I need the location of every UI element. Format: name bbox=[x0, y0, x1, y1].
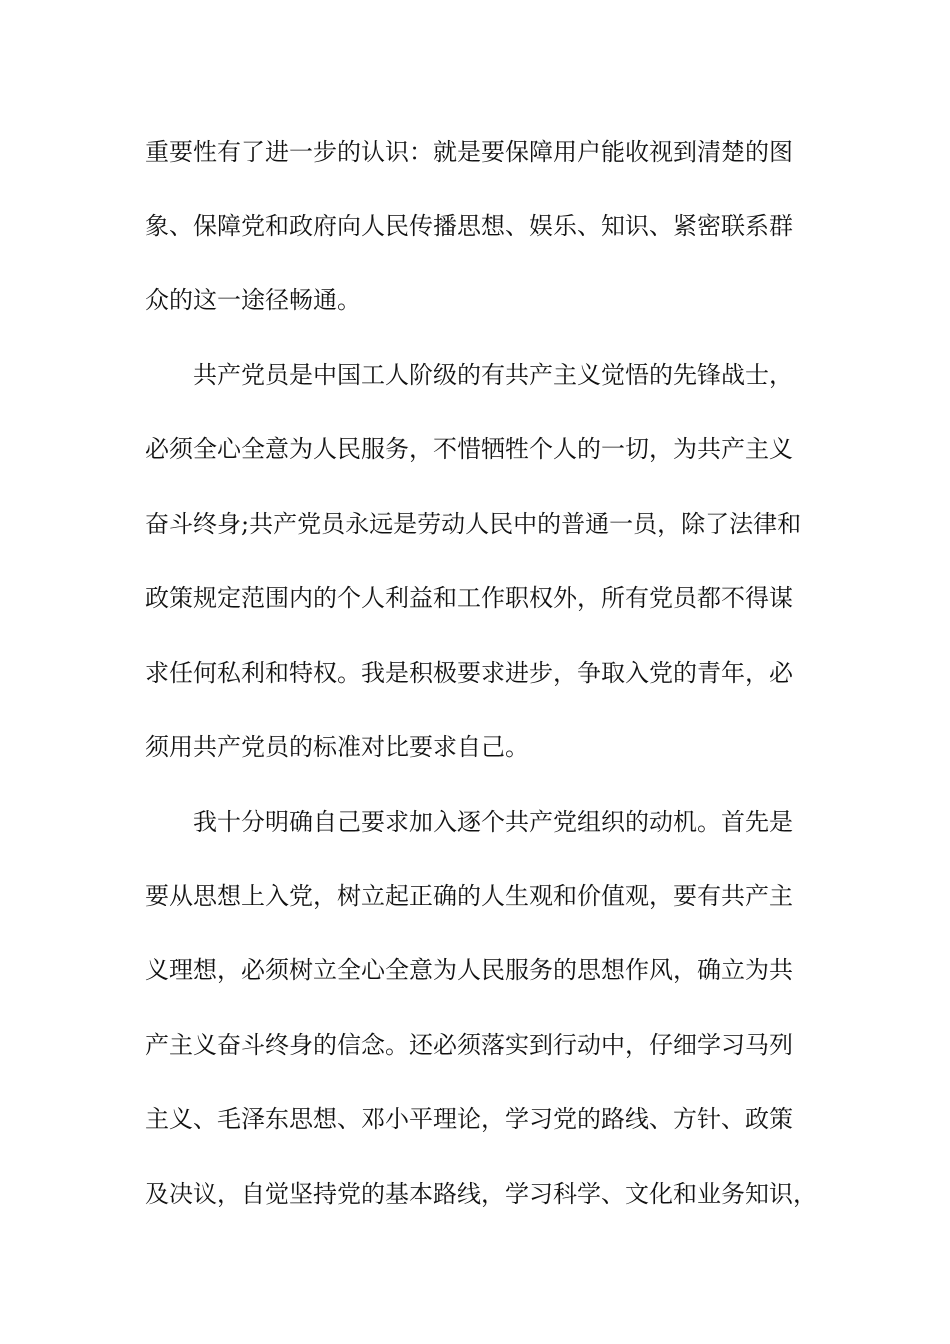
text-line-5: 必须全心全意为人民服务，不惜牺牲个人的一切，为共产主义 bbox=[145, 435, 793, 463]
text-line-1: 重要性有了进一步的认识：就是要保障用户能收视到清楚的图 bbox=[145, 138, 793, 166]
paragraph-2-line-1: 共产党员是中国工人阶级的有共产主义觉悟的先锋战士， bbox=[193, 361, 793, 389]
text-line-13: 产主义奋斗终身的信念。还必须落实到行动中，仔细学习马列 bbox=[145, 1031, 793, 1059]
text-line-7: 政策规定范围内的个人利益和工作职权外，所有党员都不得谋 bbox=[145, 584, 793, 612]
text-line-11: 要从思想上入党，树立起正确的人生观和价值观，要有共产主 bbox=[145, 882, 793, 910]
text-line-3: 众的这一途径畅通。 bbox=[145, 286, 361, 314]
text-line-14: 主义、毛泽东思想、邓小平理论，学习党的路线、方针、政策 bbox=[145, 1105, 793, 1133]
text-line-12: 义理想，必须树立全心全意为人民服务的思想作风，确立为共 bbox=[145, 956, 793, 984]
text-line-8: 求任何私利和特权。我是积极要求进步，争取入党的青年，必 bbox=[145, 659, 793, 687]
text-line-2: 象、保障党和政府向人民传播思想、娱乐、知识、紧密联系群 bbox=[145, 212, 793, 240]
text-line-6: 奋斗终身;共产党员永远是劳动人民中的普通一员，除了法律和 bbox=[145, 510, 802, 538]
paragraph-3-line-1: 我十分明确自己要求加入逐个共产党组织的动机。首先是 bbox=[193, 808, 793, 836]
text-line-9: 须用共产党员的标准对比要求自己。 bbox=[145, 733, 529, 761]
text-line-15: 及决议，自觉坚持党的基本路线，学习科学、文化和业务知识， bbox=[145, 1180, 817, 1208]
